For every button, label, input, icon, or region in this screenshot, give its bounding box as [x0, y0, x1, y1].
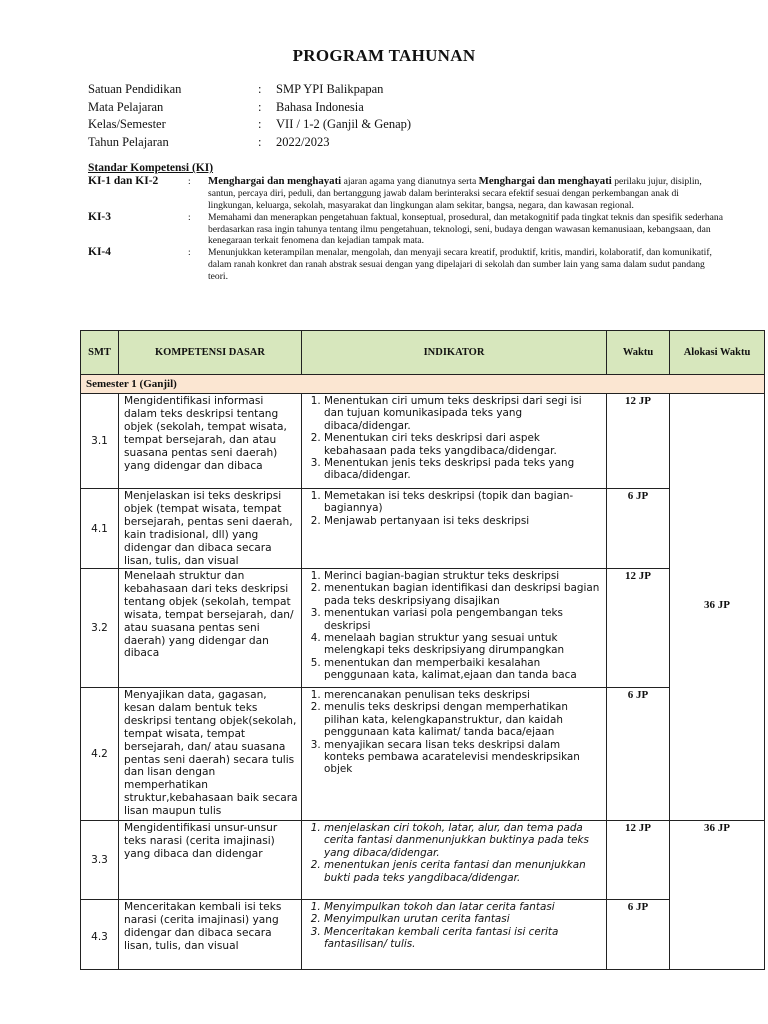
kd-text: Mengidentifikasi informasi dalam teks deskripsi tentang objek (sekolah, tempat wisata, tempat bersejarah, dan atau suasana pentas seni daerah) yang didengar dan dibaca — [119, 394, 302, 489]
meta-value: 2022/2023 — [276, 134, 330, 149]
ki-text: Menunjukkan keterampilan menalar, mengolah, dan menyaji secara kreatif, produktif, kritis, mandiri, kolaboratif, dan komunikatif, dalam ranah konkret dan ranah abstrak sesuai dengan yang dipelajari di sekolah dan sumber lain yang sama dalam sudut pandang teori. — [208, 247, 712, 283]
header-kompetensi-dasar: KOMPETENSI DASAR — [119, 331, 302, 375]
list-item: 1. menjelaskan ciri tokoh, latar, alur, dan tema pada cerita fantasi danmenunjukkan buktinya pada teks yang dibaca/didengar. — [324, 822, 603, 859]
table-row — [81, 489, 765, 569]
kd-number: 3.1 — [81, 394, 119, 489]
indikator-list — [306, 822, 603, 884]
ki-label: KI-3 — [88, 210, 111, 223]
list-item: 1. Merinci bagian-bagian struktur teks deskripsi — [324, 570, 603, 582]
table-row — [81, 688, 765, 821]
ki-item-3 — [88, 212, 724, 248]
page-title: PROGRAM TAHUNAN — [292, 46, 476, 65]
indikator-list — [306, 395, 603, 482]
list-item: 2. Menyimpulkan urutan cerita fantasi — [324, 913, 603, 925]
kd-text: Mengidentifikasi unsur-unsur teks narasi (cerita imajinasi) yang dibaca dan didengar — [119, 821, 302, 900]
meta-colon: : — [258, 82, 262, 96]
header-indikator: INDIKATOR — [302, 331, 607, 375]
waktu-value: 12 JP — [607, 821, 670, 900]
meta-value: SMP YPI Balikpapan — [276, 82, 384, 96]
list-item: 2. menulis teks deskripsi dengan memperhatikan pilihan kata, kelengkapanstruktur, dan kaidah penggunaan kata kalimat/ tanda baca/ejaan — [324, 701, 603, 738]
list-item: 1. merencanakan penulisan teks deskripsi — [324, 689, 603, 701]
indikator-cell — [302, 569, 607, 688]
waktu-value: 6 JP — [607, 489, 670, 569]
ki-colon: : — [188, 175, 191, 187]
ki-text: ajaran agama yang dianutnya serta — [341, 175, 479, 187]
table-row — [81, 821, 765, 900]
meta-colon: : — [258, 134, 262, 149]
indikator-list — [306, 689, 603, 776]
indikator-list — [306, 490, 603, 527]
header-waktu: Waktu — [607, 331, 670, 375]
header-smt: SMT — [81, 331, 119, 375]
list-item: 2. Menentukan ciri teks deskripsi dari aspek kebahasaan pada teks yangdibaca/didengar. — [324, 432, 603, 457]
list-item: 5. menentukan dan memperbaiki kesalahan penggunaan kata, kalimat,ejaan dan tanda baca — [324, 657, 603, 682]
meta-label: Satuan Pendidikan — [88, 82, 182, 96]
indikator-cell — [302, 821, 607, 900]
list-item: 4. menelaah bagian struktur yang sesuai untuk melengkapi teks deskripsiyang dirumpangkan — [324, 632, 603, 657]
ki-colon: : — [188, 211, 191, 223]
meta-value: VII / 1-2 (Ganjil & Genap) — [276, 117, 412, 131]
meta-label: Kelas/Semester — [88, 117, 166, 131]
ki-text: perilaku jujur, disiplin, santun, percaya diri, peduli, dan bertanggung jawab dalam berinteraksi secara efektif sesuai dengan perkembangan anak di lingkungan, keluarga, sekolah, masyarakat dan lingkungan alam sekitar, bangsa, negara, dan kawasan regional. — [208, 175, 702, 211]
alokasi-value: 36 JP — [670, 394, 765, 821]
kd-text: Menjelaskan isi teks deskripsi objek (tempat wisata, tempat bersejarah, pentas seni daerah, kain tradisional, dll) yang didengar dan dibaca secara lisan, tulis, dan visual — [119, 489, 302, 569]
kd-number: 3.3 — [81, 821, 119, 900]
ki-text: Memahami dan menerapkan pengetahuan faktual, konseptual, prosedural, dan metakognitif pada tingkat teknis dan spesifik sederhana berdasarkan rasa ingin tahunya tentang ilmu pengetahuan, teknologi, seni, budaya dengan wawasan kemanusiaan, kebangsaan, dan kenegaraan terkait fenomena dan kejadian tampak mata. — [208, 211, 723, 247]
ki-heading: Standar Kompetensi (KI) — [88, 162, 214, 174]
list-item: 2. menentukan bagian identifikasi dan deskripsi bagian pada teks deskripsiyang disajikan — [324, 582, 603, 607]
table-row — [81, 900, 765, 970]
kd-text: Menceritakan kembali isi teks narasi (cerita imajinasi) yang didengar dan dibaca secara lisan, tulis, dan visual — [119, 900, 302, 970]
ki-label: KI-4 — [88, 246, 111, 259]
kd-number: 4.2 — [81, 688, 119, 821]
semester-label: Semester 1 (Ganjil) — [81, 375, 765, 394]
indikator-cell — [302, 900, 607, 970]
ki-bold-phrase: Menghargai dan menghayati — [208, 174, 342, 187]
list-item: 1. Menyimpulkan tokoh dan latar cerita fantasi — [324, 901, 603, 913]
waktu-value: 6 JP — [607, 688, 670, 821]
list-item: 3. Menentukan jenis teks deskripsi pada teks yang dibaca/didengar. — [324, 457, 603, 482]
kd-number: 4.3 — [81, 900, 119, 970]
ki-item-1-2 — [88, 176, 724, 212]
indikator-list — [306, 570, 603, 682]
table-row — [81, 569, 765, 688]
list-item: 3. menyajikan secara lisan teks deskripsi dalam konteks pembawa acaratelevisi mendeskripsikan objek — [324, 739, 603, 776]
ki-colon: : — [188, 247, 191, 259]
list-item: 1. Memetakan isi teks deskripsi (topik dan bagian-bagiannya) — [324, 490, 603, 515]
meta-colon: : — [258, 117, 262, 131]
meta-colon: : — [258, 99, 262, 114]
list-item: 2. menentukan jenis cerita fantasi dan menunjukkan bukti pada teks yangdibaca/didengar. — [324, 859, 603, 884]
indikator-cell — [302, 688, 607, 821]
ki-item-4 — [88, 247, 724, 283]
program-table — [80, 330, 765, 970]
list-item: 3. Menceritakan kembali cerita fantasi isi cerita fantasilisan/ tulis. — [324, 926, 603, 951]
list-item: 3. menentukan variasi pola pengembangan teks deskripsi — [324, 607, 603, 632]
alokasi-value: 36 JP — [670, 821, 765, 970]
indikator-cell — [302, 489, 607, 569]
ki-label: KI-1 dan KI-2 — [88, 174, 159, 187]
indikator-list — [306, 901, 603, 951]
waktu-value: 12 JP — [607, 569, 670, 688]
list-item: 1. Menentukan ciri umum teks deskripsi dari segi isi dan tujuan komunikasipada teks yang dibaca/didengar. — [324, 395, 603, 432]
meta-value: Bahasa Indonesia — [276, 99, 364, 114]
kd-text: Menyajikan data, gagasan, kesan dalam bentuk teks deskripsi tentang objek(sekolah, tempat wisata, tempat bersejarah, dan/ atau suasana pentas seni daerah) secara tulis dan lisan dengan memperhatikan struktur,kebahasaan baik secara lisan maupun tulis — [119, 688, 302, 821]
list-item: 2. Menjawab pertanyaan isi teks deskripsi — [324, 515, 603, 527]
table-row — [81, 394, 765, 489]
table-header-row — [81, 331, 765, 375]
indikator-cell — [302, 394, 607, 489]
waktu-value: 12 JP — [607, 394, 670, 489]
kd-number: 3.2 — [81, 569, 119, 688]
semester-row — [81, 375, 765, 394]
meta-label: Tahun Pelajaran — [88, 134, 169, 149]
ki-bold-phrase: Menghargai dan menghayati — [478, 174, 612, 187]
waktu-value: 6 JP — [607, 900, 670, 970]
meta-label: Mata Pelajaran — [88, 99, 164, 114]
kd-number: 4.1 — [81, 489, 119, 569]
ki-section — [88, 163, 724, 283]
header-alokasi-waktu: Alokasi Waktu — [670, 331, 765, 375]
kd-text: Menelaah struktur dan kebahasaan dari teks deskripsi tentang objek (sekolah, tempat wisata, tempat bersejarah, dan/ atau suasana pentas seni daerah) yang didengar dan dibaca — [119, 569, 302, 688]
